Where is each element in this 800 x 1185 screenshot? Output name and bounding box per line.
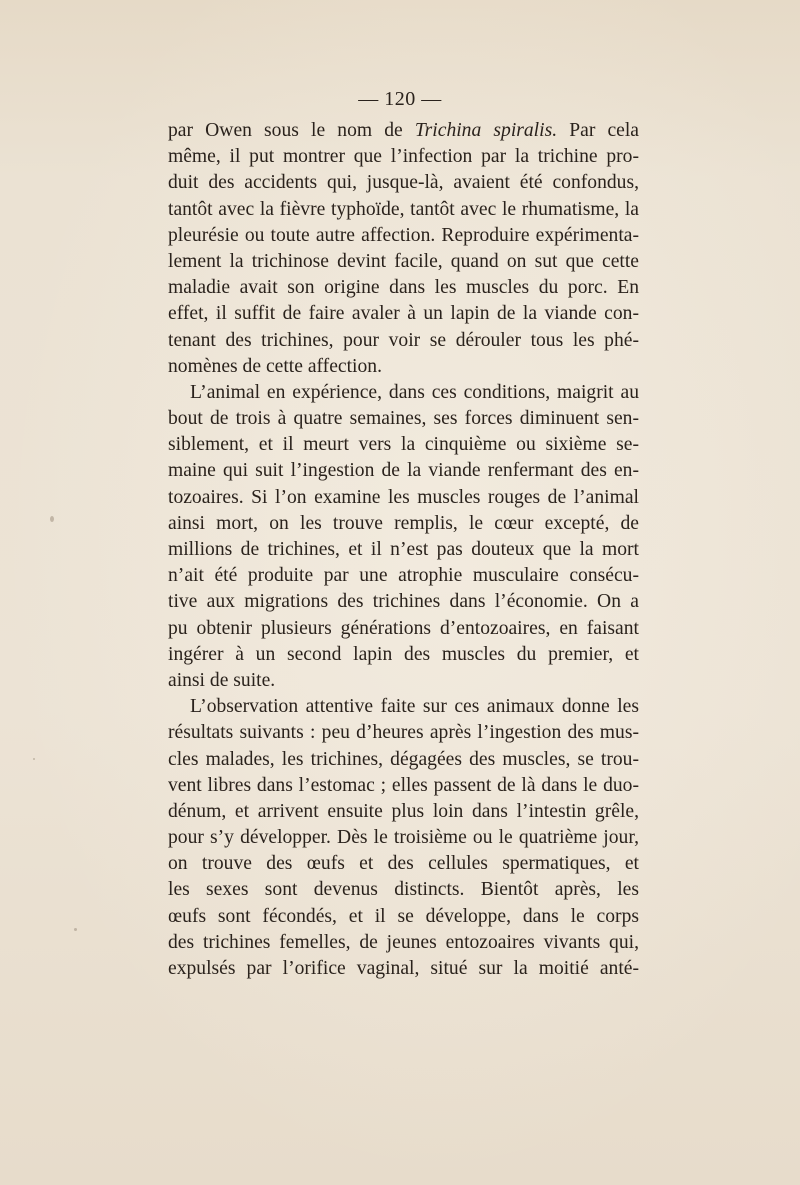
- paper-speck: [50, 516, 54, 522]
- text-line: dénum, et arrivent ensuite plus loin dans l’intestin grêle,: [168, 800, 639, 822]
- text-segment: Par cela: [557, 120, 640, 141]
- text-line: tive aux migrations des trichines dans l’économie. On a: [168, 591, 639, 613]
- paper-speck: [74, 928, 77, 931]
- paragraph-first-line: L’observation attentive faite sur ces animaux donne les: [190, 696, 639, 718]
- text-line: même, il put montrer que l’infection par la trichine pro-: [168, 146, 639, 168]
- text-line: vent libres dans l’estomac ; elles passent de là dans le duo-: [168, 774, 639, 796]
- text-line: nomènes de cette affection.: [168, 355, 382, 377]
- text-line: maladie avait son origine dans les muscles du porc. En: [168, 277, 639, 299]
- text-line: bout de trois à quatre semaines, ses forces diminuent sen-: [168, 408, 639, 430]
- text-line: on trouve des œufs et des cellules spermatiques, et: [168, 853, 639, 875]
- text-line: millions de trichines, et il n’est pas douteux que la mort: [168, 539, 639, 560]
- text-line: résultats suivants : peu d’heures après l’ingestion des mus-: [168, 722, 639, 744]
- text-line: [168, 118, 639, 144]
- text-line: expulsés par l’orifice vaginal, situé sur la moitié anté-: [168, 958, 639, 979]
- text-line: œufs sont fécondés, et il se développe, dans le corps: [168, 905, 639, 927]
- body-text: [168, 118, 639, 982]
- paper-speck: [33, 758, 35, 760]
- text-line: effet, il suffit de faire avaler à un lapin de la viande con-: [168, 303, 639, 325]
- text-line: pleurésie ou toute autre affection. Reproduire expérimenta-: [168, 224, 639, 246]
- text-line: lement la trichinose devint facile, quand on sut que cette: [168, 250, 639, 272]
- text-line: n’ait été produite par une atrophie musculaire consécu-: [168, 565, 639, 587]
- text-segment: par Owen sous le nom de: [168, 120, 415, 141]
- text-line: tenant des trichines, pour voir se dérouler tous les phé-: [168, 329, 639, 351]
- text-line: tantôt avec la fièvre typhoïde, tantôt avec le rhumatisme, la: [168, 198, 639, 220]
- paragraph-first-line: L’animal en expérience, dans ces conditions, maigrit au: [190, 381, 639, 403]
- species-name: Trichina spiralis.: [414, 120, 558, 141]
- text-line: maine qui suit l’ingestion de la viande renfermant des en-: [168, 460, 639, 482]
- text-line: pu obtenir plusieurs générations d’entozoaires, en faisant: [168, 617, 639, 639]
- text-line: les sexes sont devenus distincts. Bientôt après, les: [168, 879, 639, 901]
- text-line: ainsi mort, on les trouve remplis, le cœur excepté, de: [168, 512, 639, 534]
- text-line: cles malades, les trichines, dégagées des muscles, se trou-: [168, 748, 639, 770]
- text-line: ainsi de suite.: [168, 669, 276, 691]
- text-line: des trichines femelles, de jeunes entozoaires vivants qui,: [168, 931, 639, 953]
- text-line: tozoaires. Si l’on examine les muscles rouges de l’animal: [168, 486, 639, 508]
- text-line: siblement, et il meurt vers la cinquième ou sixième se-: [168, 434, 639, 456]
- text-line: duit des accidents qui, jusque-là, avaient été confondus,: [168, 172, 639, 194]
- text-line: ingérer à un second lapin des muscles du premier, et: [168, 643, 639, 665]
- text-line: pour s’y développer. Dès le troisième ou le quatrième jour,: [168, 827, 639, 849]
- page-number: — 120 —: [358, 88, 442, 110]
